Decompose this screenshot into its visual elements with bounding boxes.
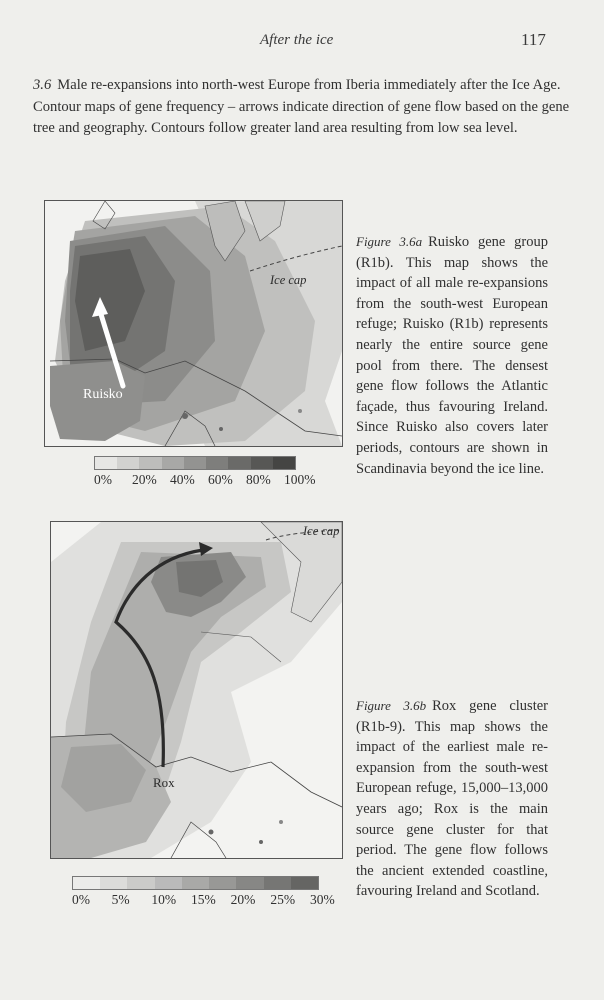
rox-legend-tick: 5% bbox=[111, 892, 130, 907]
rox-map-graphic bbox=[51, 522, 342, 858]
rox-legend-swatch bbox=[182, 877, 209, 889]
rox-caption bbox=[356, 696, 548, 902]
ruisko-legend-tick: 40% bbox=[170, 472, 195, 487]
rox-legend-tick: 15% bbox=[191, 892, 216, 907]
running-title: After the ice bbox=[260, 32, 334, 48]
rox-caption-label: Figure 3.6b bbox=[356, 698, 427, 713]
rox-legend-tick: 0% bbox=[72, 892, 90, 907]
ruisko-legend-swatch bbox=[184, 457, 206, 469]
ruisko-ice-cap-label: Ice cap bbox=[270, 273, 307, 287]
rox-source-label: Rox bbox=[153, 775, 175, 790]
ruisko-legend-tick: 80% bbox=[246, 472, 271, 487]
figure-caption-text: Male re-expansions into north-west Europe from Iberia immediately after the Ice Age. Contour maps of gene frequency – arrows indicate direction of gene flow based on the gene tree and geography. Contours follow greater land area resulting from low sea level. bbox=[33, 77, 570, 136]
rox-legend-labels bbox=[72, 892, 342, 910]
rox-legend bbox=[72, 876, 342, 910]
ruisko-source-label: Ruisko bbox=[83, 387, 123, 402]
rox-legend-swatch bbox=[236, 877, 263, 889]
rox-legend-swatch bbox=[73, 877, 100, 889]
rox-legend-swatch bbox=[155, 877, 182, 889]
ruisko-legend-swatch bbox=[139, 457, 161, 469]
ruisko-caption-label: Figure 3.6a bbox=[356, 234, 423, 249]
rox-caption-text: Rox gene cluster (R1b-9). This map shows the impact of the earliest male re-expansion from the south-west European refuge, 15,000–13,000 years ago; Rox is the main source gene cluster for that period. The gene flow follows the ancient extended coastline, favouring Ireland and Scotland. bbox=[356, 698, 548, 900]
rox-legend-bar bbox=[72, 876, 319, 890]
ruisko-legend-labels bbox=[94, 472, 324, 490]
ruisko-legend-bar bbox=[94, 456, 296, 470]
page-number: 117 bbox=[521, 30, 546, 49]
ruisko-legend-swatch bbox=[251, 457, 273, 469]
rox-legend-tick: 20% bbox=[230, 892, 256, 907]
rox-map bbox=[50, 521, 343, 859]
rox-legend-tick: 25% bbox=[270, 892, 296, 907]
rox-legend-swatch bbox=[264, 877, 291, 889]
ruisko-legend-swatch bbox=[273, 457, 295, 469]
ruisko-map bbox=[44, 200, 343, 447]
ruisko-legend-tick: 0% bbox=[94, 472, 112, 487]
rox-ice-cap-label: Ice cap bbox=[303, 524, 340, 538]
ruisko-legend-tick: 100% bbox=[284, 472, 316, 487]
ruisko-legend-swatch bbox=[206, 457, 228, 469]
ruisko-legend-swatch bbox=[117, 457, 139, 469]
ruisko-legend-swatch bbox=[228, 457, 250, 469]
ruisko-legend bbox=[94, 456, 324, 490]
ruisko-caption-text: Ruisko gene group (R1b). This map shows the impact of all male re-expansions from the south-west European refuge; Ruisko (R1b) represents nearly the entire source gene pool from there. The densest gene flow follows the Atlantic façade, thus favouring Ireland. Since Ruisko also covers later periods, contours are shown in Scandinavia beyond the ice line. bbox=[356, 234, 549, 477]
running-head bbox=[0, 30, 604, 54]
ruisko-legend-swatch bbox=[95, 457, 117, 469]
rox-legend-swatch bbox=[100, 877, 127, 889]
ruisko-map-graphic bbox=[45, 201, 342, 446]
ruisko-caption bbox=[356, 232, 548, 479]
figure-caption-main bbox=[33, 75, 573, 140]
rox-legend-swatch bbox=[291, 877, 318, 889]
rox-legend-swatch bbox=[127, 877, 154, 889]
ruisko-legend-tick: 20% bbox=[132, 472, 157, 487]
rox-legend-swatch bbox=[209, 877, 236, 889]
rox-legend-tick: 30% bbox=[310, 892, 335, 907]
ruisko-legend-swatch bbox=[162, 457, 184, 469]
ruisko-legend-tick: 60% bbox=[208, 472, 233, 487]
rox-legend-tick: 10% bbox=[151, 892, 177, 907]
figure-number: 3.6 bbox=[33, 77, 52, 93]
